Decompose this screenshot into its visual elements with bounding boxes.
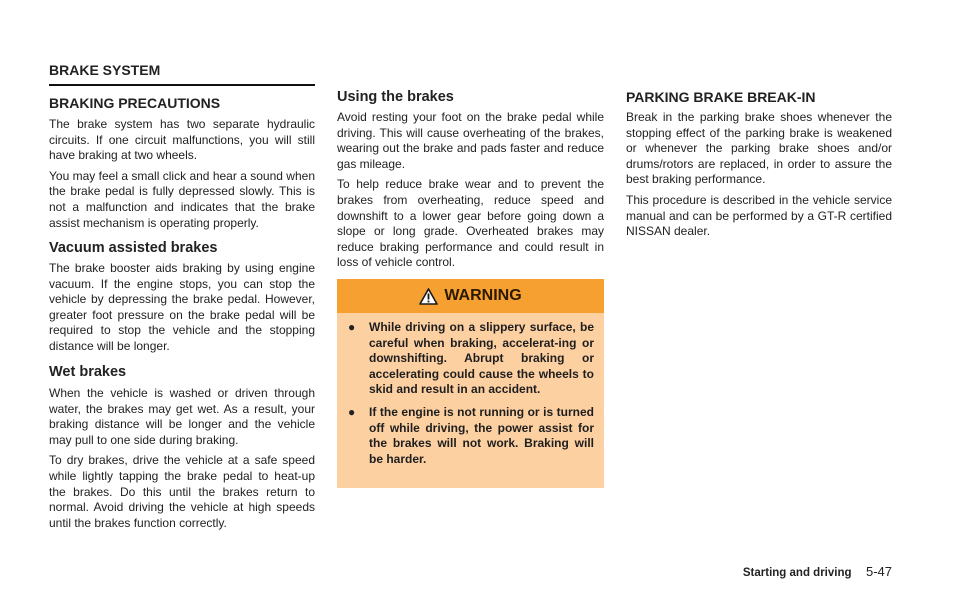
warning-item-text: If the engine is not running or is turned off while driving, the power assist for the brakes will not work. Braking will be harder. <box>369 404 594 466</box>
paragraph: To dry brakes, drive the vehicle at a safe speed while lightly tapping the brake pedal to heat-up the brakes. Do this until the brakes return to normal. Avoid driving the vehicle at high speeds until the brakes function correctly. <box>49 453 315 530</box>
paragraph: Break in the parking brake shoes whenever the stopping effect of the parking brake is weakened or whenever the parking brake shoes and/or drums/rotors are replaced, in order to assure the best braking performance. <box>626 110 892 187</box>
paragraph: The brake system has two separate hydraulic circuits. If one circuit malfunctions, you will still have braking at two wheels. <box>49 117 315 163</box>
warning-item <box>347 320 594 398</box>
paragraph: When the vehicle is washed or driven through water, the brakes may get wet. As a result, your braking distance will be longer and the vehicle may pull to one side during braking. <box>49 386 315 447</box>
warning-list <box>347 320 594 474</box>
warning-header <box>337 279 604 313</box>
footer-section-name: Starting and driving <box>742 567 852 579</box>
vacuum-assisted-body <box>49 261 315 360</box>
warning-item-text: While driving on a slippery surface, be careful when braking, accelerat-ing or downshifting. Abrupt braking or accelerating could cause the wheels to skid and result in an accident. <box>369 320 594 397</box>
bullet-icon: ● <box>348 404 356 419</box>
heading-parking-brake-break-in: PARKING BRAKE BREAK-IN <box>626 89 816 105</box>
heading-vacuum-assisted-brakes: Vacuum assisted brakes <box>49 240 218 256</box>
using-brakes-body <box>337 110 604 276</box>
section-title-rule <box>49 84 315 86</box>
warning-item <box>347 405 594 467</box>
section-title-brake-system: BRAKE SYSTEM <box>49 62 161 78</box>
heading-using-the-brakes: Using the brakes <box>337 89 454 105</box>
paragraph: To help reduce brake wear and to prevent the brakes from overheating, reduce speed and downshift to a lower gear before going down a slope or long grade. Overheated brakes may reduce braking performance and could result in loss of vehicle control. <box>337 177 604 270</box>
parking-break-in-body <box>626 110 892 245</box>
warning-box <box>337 279 604 488</box>
heading-braking-precautions: BRAKING PRECAUTIONS <box>49 95 221 111</box>
wet-brakes-body <box>49 386 315 536</box>
paragraph: The brake booster aids braking by using engine vacuum. If the engine stops, you can stop the vehicle by depressing the brake pedal. However, greater foot pressure on the brake pedal will be required to stop the vehicle and the stopping distance will be longer. <box>49 261 315 353</box>
page-footer <box>743 563 892 581</box>
warning-title: WARNING <box>444 287 522 304</box>
braking-precautions-body <box>49 117 315 236</box>
paragraph: This procedure is described in the vehicle service manual and can be performed by a GT-R certified NISSAN dealer. <box>626 192 892 239</box>
bullet-icon: ● <box>348 320 356 334</box>
warning-triangle-icon <box>419 288 438 305</box>
paragraph: Avoid resting your foot on the brake pedal while driving. This will cause overheating of the brakes, wearing out the brake and pads faster and reduce gas mileage. <box>337 110 604 171</box>
paragraph: You may feel a small click and hear a sound when the brake pedal is fully depressed slowly. This is not a malfunction and indicates that the brake assist mechanism is operating properly. <box>49 168 315 230</box>
footer-page-number: 5-47 <box>865 564 892 579</box>
heading-wet-brakes: Wet brakes <box>49 364 127 380</box>
